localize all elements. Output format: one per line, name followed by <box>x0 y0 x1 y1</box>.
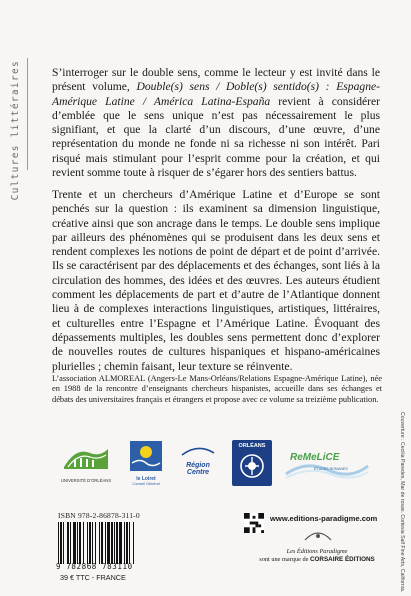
university-orleans-logo <box>60 443 112 483</box>
barcode-bar <box>124 522 125 564</box>
loiret-logo <box>124 441 168 485</box>
barcode-bar <box>83 522 84 564</box>
barcode-bar <box>111 522 113 564</box>
remelice-sublabel: ÉTUDES ROMANES <box>314 467 348 471</box>
publisher-website[interactable]: www.editions-paradigme.com <box>270 514 378 523</box>
remelice-label: ReMeLiCE <box>290 452 340 463</box>
publisher-brand: CORSAIRE ÉDITIONS <box>309 556 375 563</box>
cover-credit: Couverture : Cecilia Paredes, Mar de rosas. Cortesia Salf Fine Arts, California. <box>399 412 405 593</box>
barcode-bar <box>63 522 64 564</box>
university-caption: UNIVERSITÉ D’ORLÉANS <box>60 478 112 483</box>
intro-text-start: S’interroger sur le double sens, comme le lecteur y est invité dans le présent volume, <box>52 66 380 94</box>
vertical-rule <box>27 58 28 170</box>
region-swoosh-icon <box>178 445 218 457</box>
volume-title: Double(s) sens / Doble(s) sentido(s) : Espagne-Amérique Latine / América Latina-España <box>52 80 380 108</box>
barcode-bar <box>60 522 62 564</box>
university-emblem-icon <box>60 443 112 473</box>
qr-code-icon <box>244 513 264 533</box>
orleans-label: ORLÉANS <box>238 443 266 449</box>
publisher-brand-line <box>252 556 382 563</box>
intro-text-end: revient à considérer d’emblée que le sens unique n’est pas nécessairement le plus signifiant, et que la clarté d’un discours, d’une œuvre, d’une représentation du monde ne fonde ni sa richesse ni son intérêt. Pari risqué mais stimulant pour l’esprit comme pour la création, et qui revient somme toute à risquer de s’égarer hors des sentiers battus. <box>52 94 381 180</box>
barcode-bar <box>129 522 130 564</box>
region-label: Région <box>186 462 210 469</box>
barcode-bar <box>101 522 103 564</box>
region-centre-logo <box>178 444 218 484</box>
series-title: Cultures littéraires <box>10 60 21 201</box>
barcode-bar <box>89 522 91 564</box>
barcode-bar <box>92 522 93 564</box>
barcode-bar <box>107 522 110 564</box>
loiret-emblem-icon <box>124 441 168 471</box>
publisher-emblem-icon <box>303 528 333 542</box>
barcode-number: 9 782868 783110 <box>56 562 133 571</box>
paragraph-researchers: Trente et un chercheurs d’Amérique Latine et d’Europe se sont penchés sur la question : ils examinent sa dimension linguistique, créative ainsi que son ancrage dans le temps. Le double sens implique par ailleurs des phénomènes qui se produisent dans les deux sens et rendent complexes les notions de point de départ et de point d’arrivée. Ils se caractérisent par des déplacements et des échanges, sont liés à la circulation des hommes, des idées et des œuvres. Les auteurs étudient comment les déplacements de part et d’autre de l’Atlantique donnent lieu à de complexes interactions linguistiques, artistiques, littéraires, et culturelles entre l’Espagne et l’Amérique Latine. Évoquant des dépassements multiples, les doubles sens permettent donc d’explorer de nouvelles routes de cultures hispaniques et hispano-américaines plurielles ; chemin faisant, leur texture se réinvente. <box>52 188 380 373</box>
isbn: ISBN 978-2-86878-311-0 <box>58 511 140 520</box>
barcode <box>56 522 160 564</box>
barcode-bar <box>114 522 115 564</box>
barcode-bar <box>73 522 76 564</box>
barcode-bar <box>99 522 100 564</box>
barcode-bar <box>87 522 88 564</box>
paragraph-intro <box>52 66 380 180</box>
region-sublabel: Centre <box>186 469 210 476</box>
barcode-bar <box>126 522 128 564</box>
price: 39 € TTC - FRANCE <box>60 573 126 582</box>
orleans-city-logo <box>230 440 274 486</box>
barcode-bar <box>70 522 71 564</box>
barcode-bar <box>77 522 78 564</box>
remelice-logo <box>284 446 370 482</box>
loiret-sublabel: Conseil Général <box>132 482 160 486</box>
publisher-name: Les Éditions Paradigme <box>286 548 348 555</box>
barcode-bar <box>67 522 69 564</box>
paragraph-association: L’association ALMOREAL (Angers-Le Mans-Orléans/Relations Espagne-Amérique Latine), née en 1988 de la rencontre d’enseignants chercheurs hispanistes, accueille dans ses échanges et débats des universitaires français et étrangers et propose avec ce volume sa treizième publication. <box>52 374 382 404</box>
barcode-bar <box>95 522 96 564</box>
barcode-bar <box>133 522 134 564</box>
barcode-bar <box>116 522 118 564</box>
barcode-bar <box>79 522 81 564</box>
loiret-label: le Loiret <box>136 476 156 482</box>
barcode-bar <box>58 522 59 564</box>
barcode-bar <box>119 522 122 564</box>
barcode-bar <box>105 522 106 564</box>
publisher-brand-prefix: sont une marque de <box>259 556 310 563</box>
